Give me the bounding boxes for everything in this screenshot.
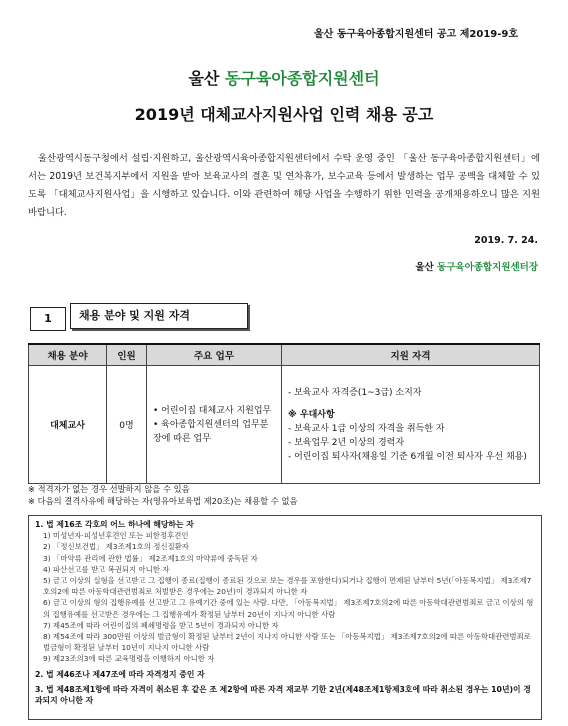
qual-pref-item: - 보육교사 1급 이상의 자격을 취득한 자 <box>288 423 445 434</box>
disqualify-item: 9) 제23조의3에 따른 교육명령을 이행하지 아니한 자 <box>43 654 215 664</box>
page-title: 2019년 대체교사지원사업 인력 채용 공고 <box>134 105 434 124</box>
table-header-row <box>29 344 540 366</box>
qual-pref-item: - 보육업무 2년 이상의 경력자 <box>288 437 405 448</box>
intro-paragraph <box>28 150 540 222</box>
disqualify-item: 3) 「마약류 관리에 관한 법률」 제2조제1호의 마약류에 중독된 자 <box>43 553 258 563</box>
note-item: ※ 적격자가 없는 경우 선발하지 않을 수 있음 <box>28 484 190 494</box>
intro-text: 울산광역시동구청에서 설립·지원하고, 울산광역시육아종합지원센터에서 수탁 운영 중인 「울산 동구육아종합지원센터」에서는 2019년 보건복지부에서 지원을 받아 보육교사의 결혼 및 연차휴가, 보수교육 등에서 발생하는 업무 공백을 대체할 수 있도록 「대체교사지원사업」을 시행하고 있습니다. 이와 관련하여 해당 사업을 수행하기 위한 인력을 공개채용하오니 많은 지원 바랍니다. <box>28 153 540 218</box>
notes <box>28 483 298 507</box>
qual-pref-title: ※ 우대사항 <box>288 409 335 420</box>
disqualify-item: 7) 제45조에 따라 어린이집의 폐쇄명령을 받고 5년이 경과되지 아니한 자 <box>43 620 279 630</box>
notice-org: 울산 동구육아종합지원센터 <box>314 29 434 40</box>
header-duties: 주요 업무 <box>147 344 282 366</box>
signature-org: 동구육아종합지원센터장 <box>437 262 538 273</box>
duty-item: • 육아종합지원센터의 업무분장에 따른 업무 <box>153 419 269 444</box>
disqualify-item: 4) 파산선고를 받고 복권되지 아니한 자 <box>43 564 170 574</box>
cell-count: 0명 <box>107 366 147 484</box>
header-count: 인원 <box>107 344 147 366</box>
cell-category: 대체교사 <box>29 366 107 484</box>
qual-main: - 보육교사 자격증(1~3급) 소지자 <box>288 387 422 398</box>
notice-number <box>314 25 518 40</box>
disqualify-item: 2) 「정신보건법」 제3조제1호의 정신질환자 <box>43 542 189 552</box>
section-number: 1 <box>30 307 66 331</box>
duty-item: • 어린이집 대체교사 지원업무 <box>153 405 272 416</box>
disqualify-item: 1) 미성년자·피성년후견인 또는 피한정후견인 <box>43 531 189 541</box>
cell-qualifications <box>282 366 540 484</box>
header-category: 채용 분야 <box>29 344 107 366</box>
title-org: 동구육아종합지원센터 <box>224 69 380 88</box>
disqualify-heading-2: 2. 법 제46조나 제47조에 따라 자격정지 중인 자 <box>35 669 205 679</box>
title-org-line <box>0 66 568 89</box>
disqualify-item: 6) 금고 이상의 형의 집행유예를 선고받고 그 유예기간 중에 있는 사람. 다만, 「아동복지법」 제3조제7호의2에 따른 아동학대관련범죄로 금고 이상의 형의 집행유예를 선고받은 경우에는 그 집행유예가 확정된 날부터 20년이 지나지 아니한 사람 <box>43 598 534 619</box>
disqualify-heading-1: 1. 법 제16조 각호의 어느 하나에 해당하는 자 <box>35 520 194 529</box>
disqualification-box <box>28 515 542 720</box>
cell-duties <box>147 366 282 484</box>
qual-pref-item: - 어린이집 퇴사자(채용일 기준 6개월 이전 퇴사자 우선 채용) <box>288 451 527 462</box>
notice-no: 공고 제2019-9호 <box>436 29 518 40</box>
signature <box>415 259 538 273</box>
disqualify-heading-3: 3. 법 제48조제1항에 따라 자격이 취소된 후 같은 조 제2항에 따른 자격 재교부 기한 2년(제48조제1항제3호에 따라 취소된 경우는 10년)이 경과되지 아니한 자 <box>35 684 531 706</box>
header-qualifications: 지원 자격 <box>282 344 540 366</box>
recruitment-table <box>28 343 540 484</box>
title-prefix: 울산 <box>188 69 220 88</box>
notice-date: 2019. 7. 24. <box>474 235 538 246</box>
note-item: ※ 다음의 결격사유에 해당하는 자(영유아보육법 제20조)는 채용할 수 없음 <box>28 496 298 506</box>
signature-prefix: 울산 <box>415 262 434 273</box>
disqualify-item: 8) 제54조에 따라 300만원 이상의 벌금형이 확정된 날부터 2년이 지나지 아니한 사람 또는 「아동복지법」 제3조제7호의2에 따른 아동학대관련범죄로 벌금형이 확정된 날부터 10년이 지나지 아니한 사람 <box>43 632 531 653</box>
disqualify-item: 5) 금고 이상의 실형을 선고받고 그 집행이 종료(집행이 종료된 것으로 보는 경우를 포함한다)되거나 집행이 면제된 날부터 5년(「아동복지법」 제3조제7호의2에 따른 아동학대관련범죄로 처벌받은 경우에는 20년)이 경과되지 아니한 자 <box>43 576 532 597</box>
table-row <box>29 366 540 484</box>
section-title: 채용 분야 및 지원 자격 <box>70 303 248 329</box>
